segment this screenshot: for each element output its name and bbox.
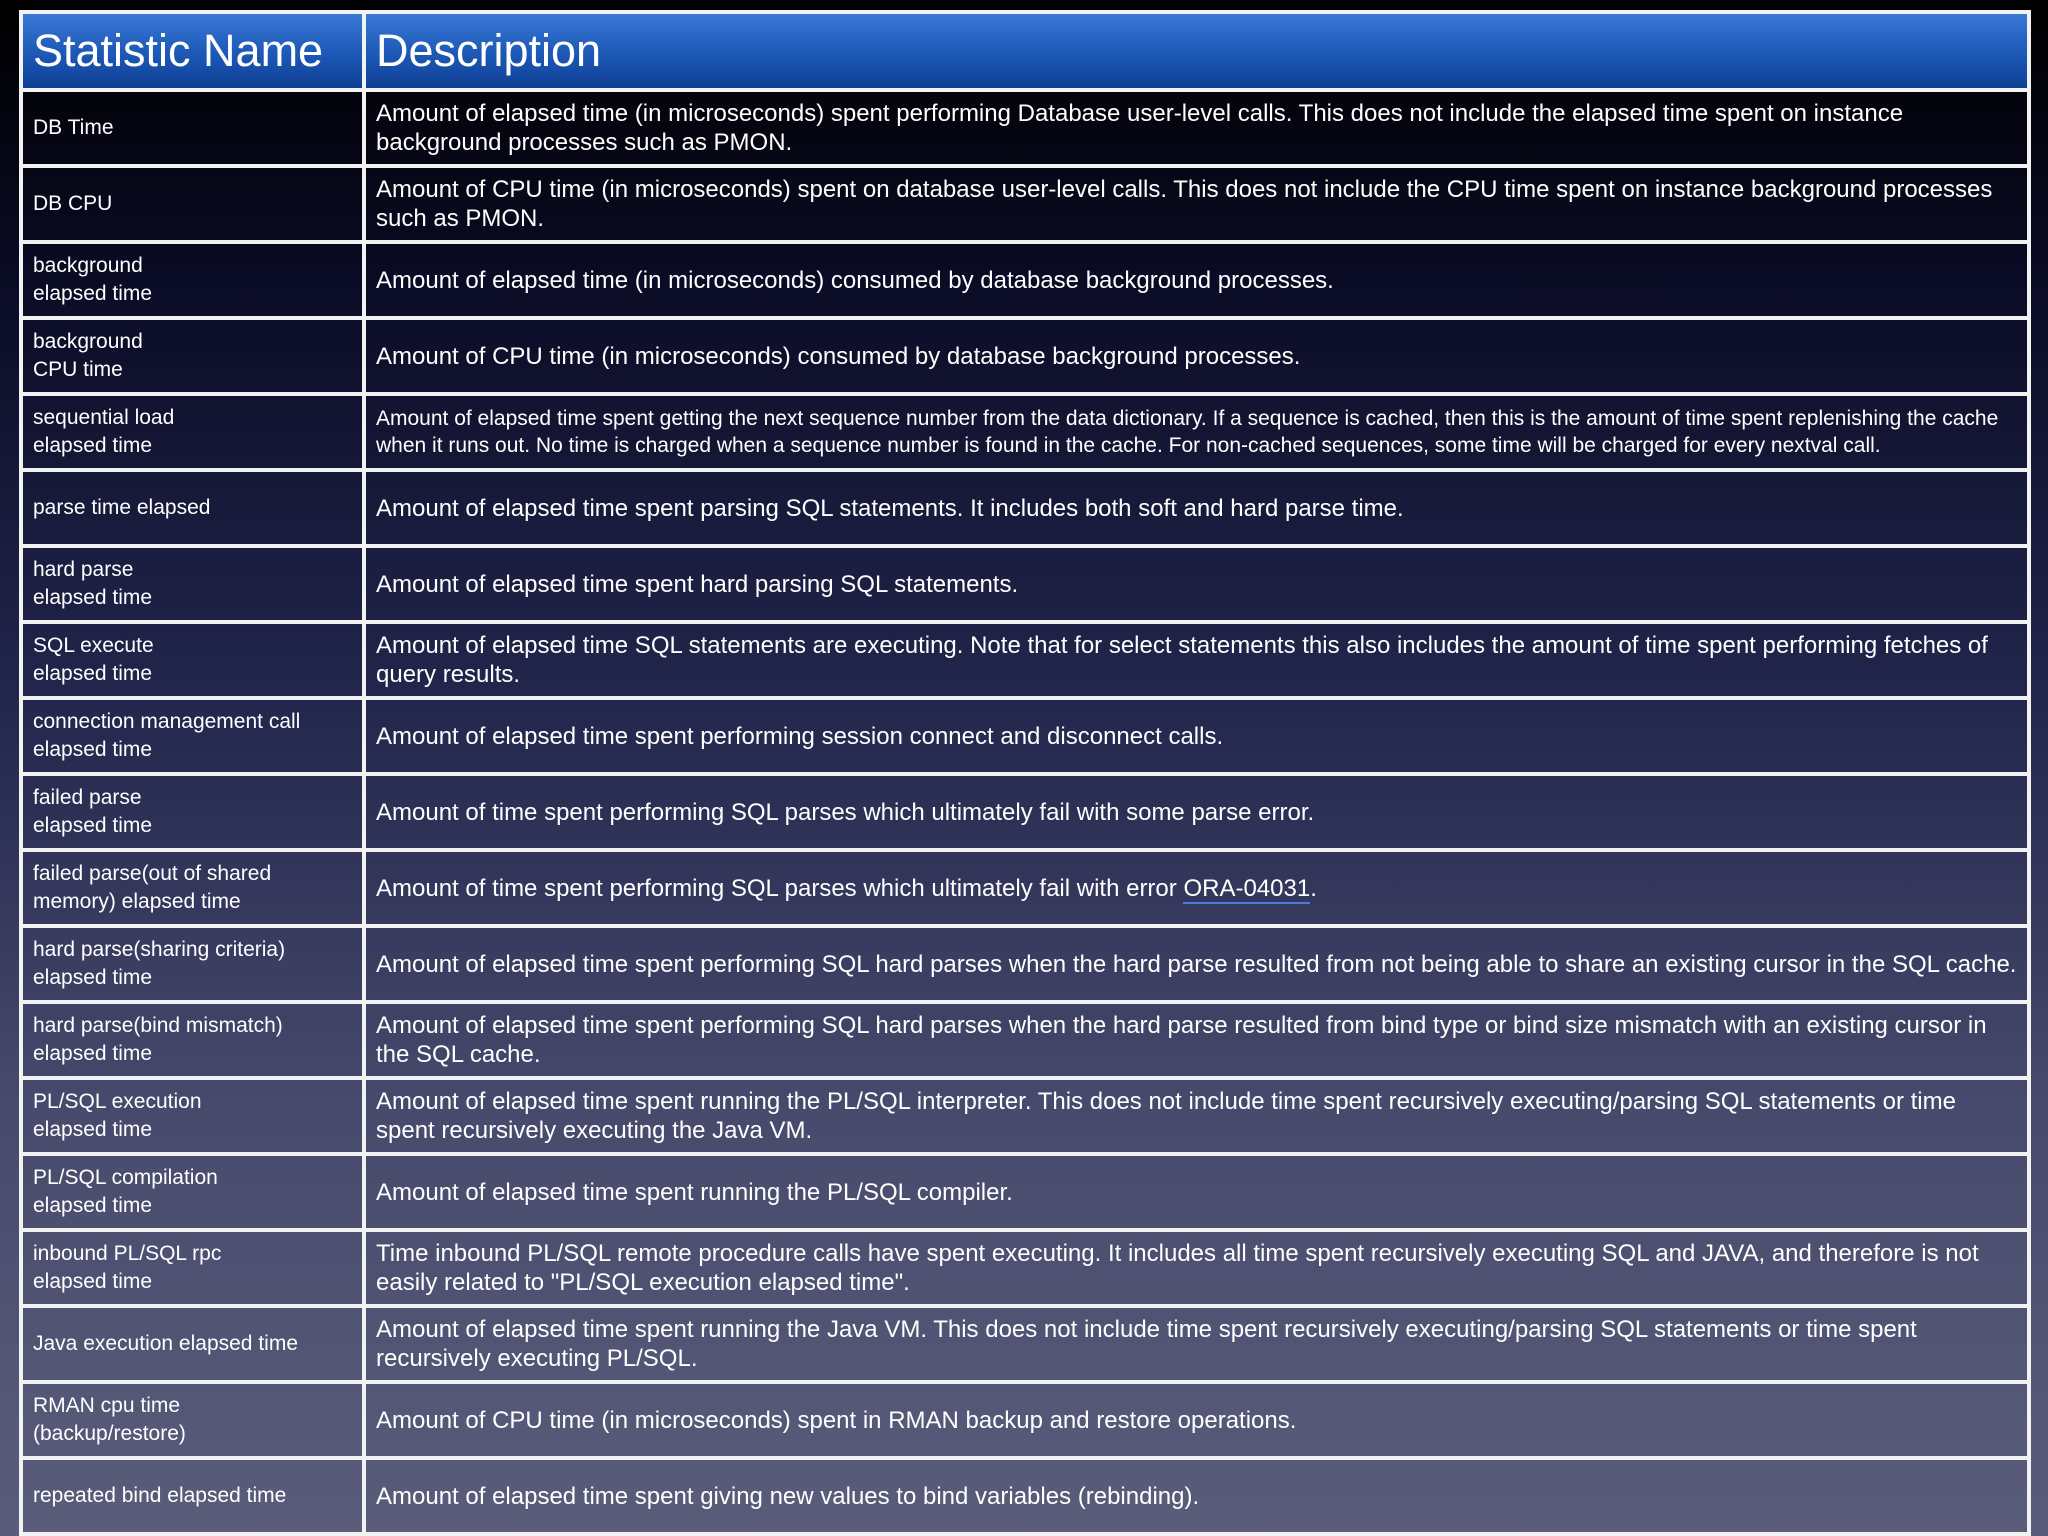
table-row: [21, 698, 2029, 774]
table-row: [21, 242, 2029, 318]
table-row: [21, 850, 2029, 926]
statistic-name-cell: background CPU time: [21, 318, 364, 394]
description-cell: Amount of elapsed time SQL statements are executing. Note that for select statements this also includes the amount of time spent performing fetches of query results.: [364, 622, 2029, 698]
description-text: Amount of time spent performing SQL parses which ultimately fail with error: [376, 874, 1184, 902]
description-cell: Amount of elapsed time spent performing session connect and disconnect calls.: [364, 698, 2029, 774]
statistic-name-cell: Java execution elapsed time: [21, 1306, 364, 1382]
table-row: [21, 1458, 2029, 1534]
description-cell: Amount of elapsed time spent running the Java VM. This does not include time spent recursively executing/parsing SQL statements or time spent recursively executing PL/SQL.: [364, 1306, 2029, 1382]
statistic-name-cell: RMAN cpu time (backup/restore): [21, 1382, 364, 1458]
statistic-name-cell: hard parse elapsed time: [21, 546, 364, 622]
description-cell: [364, 850, 2029, 926]
table-row: [21, 1078, 2029, 1154]
description-cell: Time inbound PL/SQL remote procedure calls have spent executing. It includes all time spent recursively executing SQL and JAVA, and therefore is not easily related to "PL/SQL execution elapsed time".: [364, 1230, 2029, 1306]
statistic-name-cell: PL/SQL compilation elapsed time: [21, 1154, 364, 1230]
statistic-name-cell: parse time elapsed: [21, 470, 364, 546]
statistic-name-cell: failed parse elapsed time: [21, 774, 364, 850]
description-cell: Amount of elapsed time (in microseconds) consumed by database background processes.: [364, 242, 2029, 318]
description-cell: Amount of CPU time (in microseconds) consumed by database background processes.: [364, 318, 2029, 394]
description-text: .: [1310, 874, 1317, 902]
table-row: [21, 318, 2029, 394]
description-cell: Amount of elapsed time spent running the PL/SQL compiler.: [364, 1154, 2029, 1230]
description-cell: Amount of elapsed time spent giving new values to bind variables (rebinding).: [364, 1458, 2029, 1534]
description-cell: Amount of elapsed time spent performing SQL hard parses when the hard parse resulted from not being able to share an existing cursor in the SQL cache.: [364, 926, 2029, 1002]
statistic-name-cell: DB CPU: [21, 166, 364, 242]
table-row: [21, 470, 2029, 546]
statistic-name-cell: inbound PL/SQL rpc elapsed time: [21, 1230, 364, 1306]
description-cell: Amount of elapsed time spent performing SQL hard parses when the hard parse resulted from bind type or bind size mismatch with an existing cursor in the SQL cache.: [364, 1002, 2029, 1078]
header-row: [21, 12, 2029, 90]
statistic-name-cell: SQL execute elapsed time: [21, 622, 364, 698]
description-cell: Amount of elapsed time (in microseconds) spent performing Database user-level calls. This does not include the elapsed time spent on instance background processes such as PMON.: [364, 90, 2029, 166]
statistic-name-cell: DB Time: [21, 90, 364, 166]
statistics-table: [19, 10, 2031, 1536]
description-cell: Amount of CPU time (in microseconds) spent in RMAN backup and restore operations.: [364, 1382, 2029, 1458]
header-statistic-name: Statistic Name: [21, 12, 364, 90]
table-row: [21, 774, 2029, 850]
statistic-name-cell: failed parse(out of shared memory) elapsed time: [21, 850, 364, 926]
table-row: [21, 1230, 2029, 1306]
statistic-name-cell: sequential load elapsed time: [21, 394, 364, 470]
description-cell: Amount of time spent performing SQL parses which ultimately fail with some parse error.: [364, 774, 2029, 850]
table-row: [21, 90, 2029, 166]
description-cell: Amount of elapsed time spent hard parsing SQL statements.: [364, 546, 2029, 622]
description-cell: Amount of elapsed time spent parsing SQL statements. It includes both soft and hard parse time.: [364, 470, 2029, 546]
header-description: Description: [364, 12, 2029, 90]
statistic-name-cell: hard parse(bind mismatch) elapsed time: [21, 1002, 364, 1078]
statistic-name-cell: background elapsed time: [21, 242, 364, 318]
table-row: [21, 394, 2029, 470]
description-cell: Amount of elapsed time spent getting the next sequence number from the data dictionary. If a sequence is cached, then this is the amount of time spent replenishing the cache when it runs out. No time is charged when a sequence number is found in the cache. For non-cached sequences, some time will be charged for every nextval call.: [364, 394, 2029, 470]
statistic-name-cell: repeated bind elapsed time: [21, 1458, 364, 1534]
table-row: [21, 1382, 2029, 1458]
description-cell: Amount of CPU time (in microseconds) spent on database user-level calls. This does not include the CPU time spent on instance background processes such as PMON.: [364, 166, 2029, 242]
table-row: [21, 166, 2029, 242]
statistic-name-cell: hard parse(sharing criteria) elapsed time: [21, 926, 364, 1002]
statistic-name-cell: PL/SQL execution elapsed time: [21, 1078, 364, 1154]
table-row: [21, 546, 2029, 622]
table-row: [21, 926, 2029, 1002]
description-cell: Amount of elapsed time spent running the PL/SQL interpreter. This does not include time spent recursively executing/parsing SQL statements or time spent recursively executing the Java VM.: [364, 1078, 2029, 1154]
error-code-link[interactable]: ORA-04031: [1183, 874, 1311, 902]
table-row: [21, 1154, 2029, 1230]
table-row: [21, 1002, 2029, 1078]
statistic-name-cell: connection management call elapsed time: [21, 698, 364, 774]
table-row: [21, 622, 2029, 698]
table-row: [21, 1306, 2029, 1382]
